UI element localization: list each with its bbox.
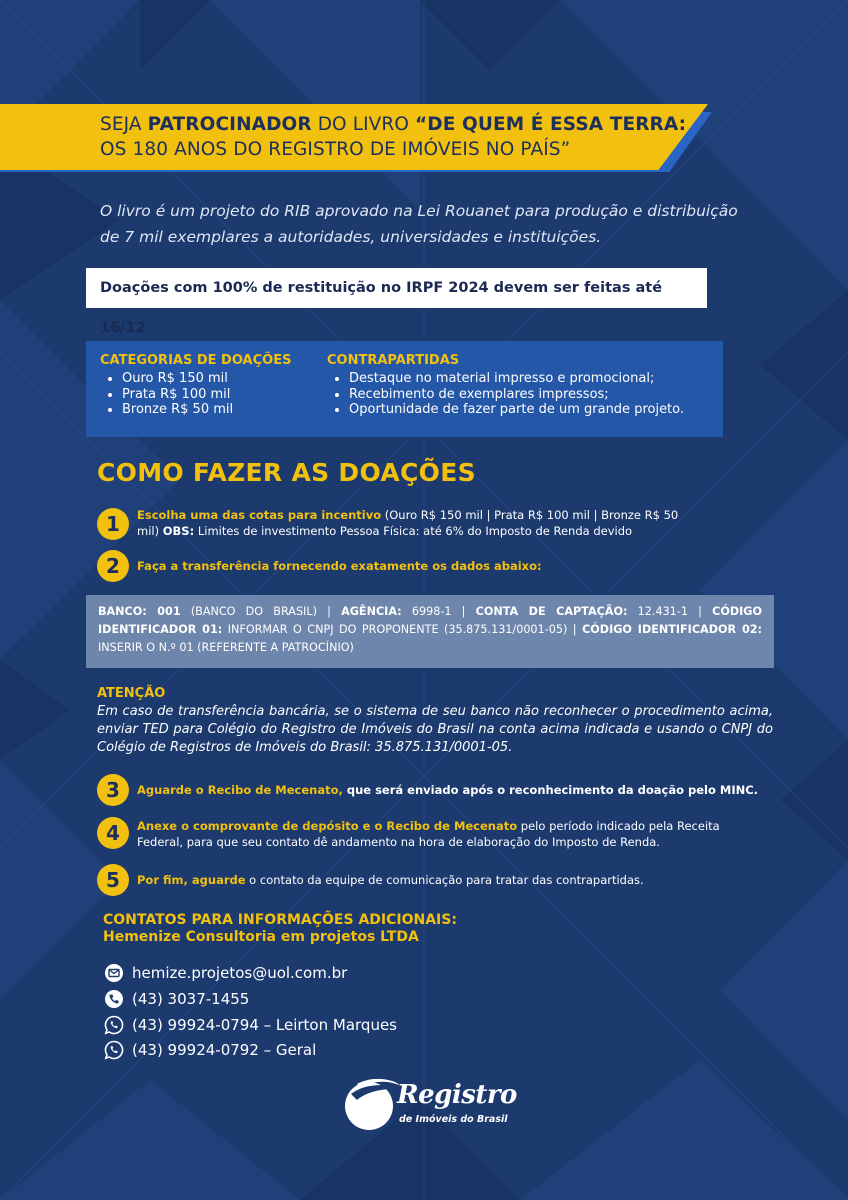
contact-phone-text: (43) 3037-1455 xyxy=(132,990,250,1008)
categories-column xyxy=(100,353,291,418)
contact-whatsapp-2[interactable] xyxy=(104,1039,316,1061)
phone-icon xyxy=(104,989,124,1009)
rewards-list xyxy=(327,371,684,418)
registro-logo xyxy=(343,1074,517,1134)
step-4-badge: 4 xyxy=(97,817,129,849)
step-1-text: Escolha uma das cotas para incentivo (Ouro R$ 150 mil | Prata R$ 100 mil | Bronze R$ 50 mil) OBS: Limites de investimento Pessoa Física: até 6% do Imposto de Renda devido xyxy=(137,508,679,538)
contacts-heading: CONTATOS PARA INFORMAÇÕES ADICIONAIS: xyxy=(103,912,457,928)
step-1-badge: 1 xyxy=(97,508,129,540)
intro-text: O livro é um projeto do RIB aprovado na Lei Rouanet para produção e distribuição de 7 mil exemplares a autoridades, universidades e instituições. xyxy=(100,202,738,246)
step-2-text: Faça a transferência fornecendo exatamente os dados abaixo: xyxy=(137,559,542,573)
logo-main-text: Registro xyxy=(397,1080,517,1110)
logo-mark-icon xyxy=(343,1076,403,1132)
email-icon xyxy=(104,963,124,983)
contact-whatsapp-2-text: (43) 99924-0792 – Geral xyxy=(132,1041,317,1059)
step-5-text: Por fim, aguarde o contato da equipe de comunicação para tratar das contrapartidas. xyxy=(137,873,644,887)
contacts-company: Hemenize Consultoria em projetos LTDA xyxy=(103,929,419,945)
step-3-text: Aguarde o Recibo de Mecenato, que será enviado após o reconhecimento da doação pelo MINC. xyxy=(137,783,759,797)
contact-email-text: hemize.projetos@uol.com.br xyxy=(132,964,348,982)
attention-text: Em caso de transferência bancária, se o sistema de seu banco não reconhecer o procedimento acima, enviar TED para Colégio do Registro de Imóveis do Brasil na conta acima indicada e usando o CNPJ do Colégio de Registros de Imóveis do Brasil: 35.875.131/0001-05. xyxy=(97,704,773,755)
contact-whatsapp-1[interactable] xyxy=(104,1014,397,1036)
deadline-bar: Doações com 100% de restituição no IRPF 2024 devem ser feitas até 16/12 xyxy=(86,268,707,308)
list-item: • Prata R$ 100 mil xyxy=(122,387,291,403)
step-3-badge: 3 xyxy=(97,774,129,806)
attention-title: ATENÇÃO xyxy=(97,686,166,701)
step-5-badge: 5 xyxy=(97,864,129,896)
list-item: • Recebimento de exemplares impressos; xyxy=(349,387,684,403)
whatsapp-icon xyxy=(104,1015,124,1035)
step-2-badge: 2 xyxy=(97,550,129,582)
bank-details: BANCO: 001 (BANCO DO BRASIL) | AGÊNCIA: 6998-1 | CONTA DE CAPTAÇÃO: 12.431-1 | CÓDIGO IDENTIFICADOR 01: INFORMAR O CNPJ DO PROPONENTE (35.875.131/0001-05) | CÓDIGO IDENTIFICADOR 02: INSERIR O N.º 01 (REFERENTE A PATROCÍNIO) xyxy=(86,595,774,668)
list-item: • Ouro R$ 150 mil xyxy=(122,371,291,387)
rewards-title: CONTRAPARTIDAS xyxy=(327,353,460,368)
list-item: • Bronze R$ 50 mil xyxy=(122,402,291,418)
categories-panel xyxy=(86,341,723,437)
contact-phone[interactable] xyxy=(104,988,249,1010)
how-to-title: COMO FAZER AS DOAÇÕES xyxy=(97,458,476,487)
list-item: • Oportunidade de fazer parte de um grande projeto. xyxy=(349,402,684,418)
whatsapp-icon xyxy=(104,1040,124,1060)
logo-sub-text: de Imóveis do Brasil xyxy=(399,1114,508,1125)
categories-title: CATEGORIAS DE DOAÇÕES xyxy=(100,353,292,368)
categories-list xyxy=(100,371,291,418)
rewards-column xyxy=(327,353,684,418)
contacts-title xyxy=(103,912,457,946)
step-4-text: Anexe o comprovante de depósito e o Recibo de Mecenato pelo período indicado pela Receita Federal, para que seu contato dê andamento na hora de elaboração do Imposto de Renda. xyxy=(137,819,720,849)
contact-whatsapp-1-text: (43) 99924-0794 – Leirton Marques xyxy=(132,1016,397,1034)
contact-email[interactable] xyxy=(104,962,347,984)
list-item: • Destaque no material impresso e promocional; xyxy=(349,371,684,387)
banner-title: SEJA PATROCINADOR DO LIVRO “DE QUEM É ESSA TERRA: OS 180 ANOS DO REGISTRO DE IMÓVEIS NO PAÍS” xyxy=(100,114,687,160)
